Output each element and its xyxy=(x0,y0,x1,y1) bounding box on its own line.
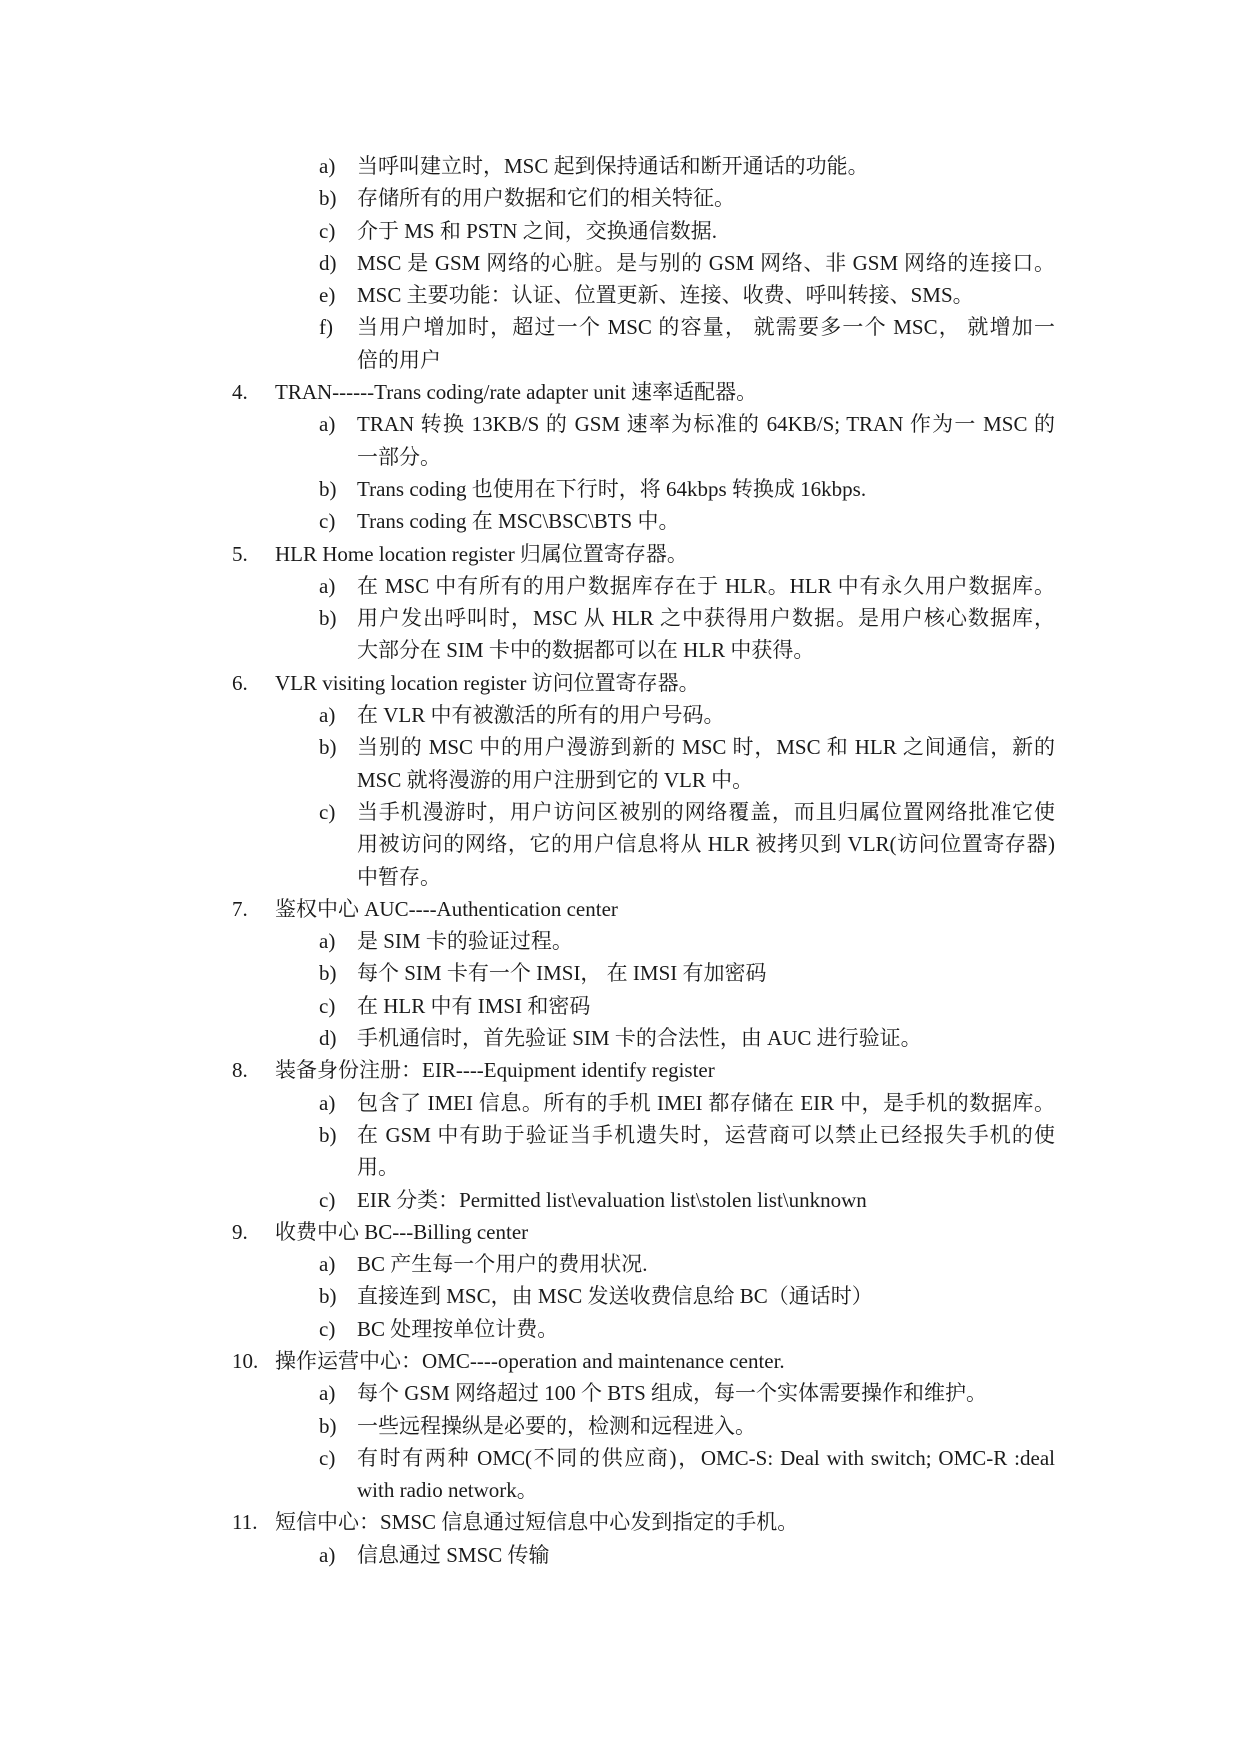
item-label: a) xyxy=(319,1090,336,1115)
item-label: b) xyxy=(319,476,337,501)
item-text: 在 VLR 中有被激活的所有的用户号码。 xyxy=(357,703,725,728)
item-label: e) xyxy=(319,283,336,308)
list-item xyxy=(0,1280,1241,1312)
item-label: a) xyxy=(319,412,336,437)
item-label: b) xyxy=(319,186,337,211)
item-text: 每个 SIM 卡有一个 IMSI， 在 IMSI 有加密码 xyxy=(357,961,767,986)
section-number: 6. xyxy=(232,670,248,695)
item-label: d) xyxy=(319,1026,337,1051)
item-label: c) xyxy=(319,509,336,534)
item-label: b) xyxy=(319,606,337,631)
list-item xyxy=(0,1313,1241,1345)
item-text: 在 MSC 中有所有的用户数据库存在于 HLR。HLR 中有永久用户数据库。 xyxy=(357,573,1055,598)
item-label: b) xyxy=(319,1122,337,1147)
item-label: a) xyxy=(319,154,336,178)
section-heading xyxy=(0,1506,1241,1538)
section-number: 7. xyxy=(232,896,248,921)
item-text: 当手机漫游时，用户访问区被别的网络覆盖，而且归属位置网络批准它使 xyxy=(357,799,1055,824)
section-number: 5. xyxy=(232,541,248,566)
item-text: MSC 主要功能：认证、位置更新、连接、收费、呼叫转接、SMS。 xyxy=(357,283,974,308)
item-text: 用被访问的网络，它的用户信息将从 HLR 被拷贝到 VLR(访问位置寄存器) xyxy=(357,832,1055,857)
list-item xyxy=(0,1184,1241,1216)
list-item-continuation xyxy=(0,441,1241,473)
item-text: 手机通信时，首先验证 SIM 卡的合法性，由 AUC 进行验证。 xyxy=(357,1026,922,1051)
item-text: 在 GSM 中有助于验证当手机遗失时，运营商可以禁止已经报失手机的使 xyxy=(357,1122,1055,1147)
item-text: 中暂存。 xyxy=(357,864,441,889)
list-item xyxy=(0,1119,1241,1151)
item-text: 包含了 IMEI 信息。所有的手机 IMEI 都存储在 EIR 中，是手机的数据库。 xyxy=(357,1090,1055,1115)
section-number: 11. xyxy=(232,1510,258,1535)
item-label: c) xyxy=(319,993,336,1018)
list-item-continuation xyxy=(0,828,1241,860)
item-text: 用户发出呼叫时，MSC 从 HLR 之中获得用户数据。是用户核心数据库， xyxy=(357,606,1055,631)
section-heading xyxy=(0,1345,1241,1377)
item-text: with radio network。 xyxy=(357,1478,538,1503)
list-item xyxy=(0,279,1241,311)
section-title: 收费中心 BC---Billing center xyxy=(275,1219,529,1244)
list-item xyxy=(0,505,1241,537)
section-title: VLR visiting location register 访问位置寄存器。 xyxy=(275,670,700,695)
list-item xyxy=(0,150,1241,182)
item-label: a) xyxy=(319,703,336,728)
item-label: b) xyxy=(319,1413,337,1438)
item-text: EIR 分类：Permitted list\evaluation list\stolen list\unknown xyxy=(357,1187,867,1212)
item-text: 大部分在 SIM 卡中的数据都可以在 HLR 中获得。 xyxy=(357,638,815,663)
item-text: 一些远程操纵是必要的，检测和远程进入。 xyxy=(357,1413,756,1438)
list-item xyxy=(0,990,1241,1022)
item-text: 倍的用户 xyxy=(357,347,441,372)
list-item xyxy=(0,602,1241,634)
item-label: a) xyxy=(319,573,336,598)
item-label: c) xyxy=(319,218,336,243)
item-text: Trans coding 也使用在下行时，将 64kbps 转换成 16kbps. xyxy=(357,476,867,501)
list-item xyxy=(0,311,1241,343)
section-title: 操作运营中心：OMC----operation and maintenance center. xyxy=(275,1348,785,1373)
list-item xyxy=(0,247,1241,279)
list-item-continuation xyxy=(0,634,1241,666)
list-item-continuation xyxy=(0,1474,1241,1506)
item-label: c) xyxy=(319,1187,336,1212)
item-label: a) xyxy=(319,929,336,954)
item-label: c) xyxy=(319,799,336,824)
section-heading xyxy=(0,1054,1241,1086)
list-item xyxy=(0,1410,1241,1442)
list-item xyxy=(0,699,1241,731)
list-item xyxy=(0,1377,1241,1409)
list-item xyxy=(0,1248,1241,1280)
item-text: 介于 MS 和 PSTN 之间，交换通信数据. xyxy=(357,218,717,243)
item-text: BC 产生每一个用户的费用状况. xyxy=(357,1252,648,1277)
item-label: b) xyxy=(319,1284,337,1309)
list-item xyxy=(0,1087,1241,1119)
item-label: a) xyxy=(319,1252,336,1277)
list-item xyxy=(0,473,1241,505)
section-title: 短信中心：SMSC 信息通过短信息中心发到指定的手机。 xyxy=(275,1510,799,1535)
item-text: 存储所有的用户数据和它们的相关特征。 xyxy=(357,186,735,211)
item-text: 当用户增加时，超过一个 MSC 的容量， 就需要多一个 MSC， 就增加一 xyxy=(357,315,1055,340)
section-heading xyxy=(0,376,1241,408)
list-item-continuation xyxy=(0,861,1241,893)
item-text: MSC 是 GSM 网络的心脏。是与别的 GSM 网络、非 GSM 网络的连接口。 xyxy=(357,250,1055,275)
section-heading xyxy=(0,538,1241,570)
section-heading xyxy=(0,893,1241,925)
list-item xyxy=(0,925,1241,957)
list-item xyxy=(0,182,1241,214)
item-text: 有时有两种 OMC(不同的供应商)，OMC-S: Deal with switch; OMC-R :deal xyxy=(357,1445,1055,1470)
list-item xyxy=(0,1442,1241,1474)
list-item-continuation xyxy=(0,344,1241,376)
item-text: 用。 xyxy=(357,1155,399,1180)
item-text: BC 处理按单位计费。 xyxy=(357,1316,559,1341)
section-title: HLR Home location register 归属位置寄存器。 xyxy=(275,541,688,566)
item-label: c) xyxy=(319,1445,336,1470)
item-text: 每个 GSM 网络超过 100 个 BTS 组成，每一个实体需要操作和维护。 xyxy=(357,1381,988,1406)
section-heading xyxy=(0,1216,1241,1248)
item-text: 直接连到 MSC，由 MSC 发送收费信息给 BC（通话时） xyxy=(357,1284,873,1309)
list-item xyxy=(0,1022,1241,1054)
list-item xyxy=(0,408,1241,440)
document-page xyxy=(0,150,1241,1571)
section-number: 10. xyxy=(232,1348,259,1373)
item-text: 当呼叫建立时，MSC 起到保持通话和断开通话的功能。 xyxy=(357,154,869,178)
list-item-continuation xyxy=(0,1151,1241,1183)
item-label: c) xyxy=(319,1316,336,1341)
section-heading xyxy=(0,667,1241,699)
item-text: Trans coding 在 MSC\BSC\BTS 中。 xyxy=(357,509,680,534)
list-item-continuation xyxy=(0,764,1241,796)
item-label: d) xyxy=(319,250,337,275)
list-item xyxy=(0,1539,1241,1571)
list-item xyxy=(0,570,1241,602)
list-item xyxy=(0,796,1241,828)
item-text: 信息通过 SMSC 传输 xyxy=(357,1542,550,1567)
list-item xyxy=(0,957,1241,989)
item-text: 当别的 MSC 中的用户漫游到新的 MSC 时，MSC 和 HLR 之间通信，新的 xyxy=(357,735,1055,760)
section-number: 8. xyxy=(232,1058,248,1083)
section-number: 9. xyxy=(232,1219,248,1244)
section-title: 装备身份注册：EIR----Equipment identify register xyxy=(275,1058,715,1083)
section-title: TRAN------Trans coding/rate adapter unit 速率适配器。 xyxy=(275,380,758,405)
item-label: b) xyxy=(319,735,337,760)
item-text: 一部分。 xyxy=(357,444,441,469)
section-title: 鉴权中心 AUC----Authentication center xyxy=(275,896,618,921)
item-text: 是 SIM 卡的验证过程。 xyxy=(357,929,573,954)
list-item xyxy=(0,215,1241,247)
item-text: 在 HLR 中有 IMSI 和密码 xyxy=(357,993,591,1018)
section-number: 4. xyxy=(232,380,248,405)
list-item xyxy=(0,731,1241,763)
item-label: f) xyxy=(319,315,333,340)
item-text: TRAN 转换 13KB/S 的 GSM 速率为标准的 64KB/S; TRAN 作为一 MSC 的 xyxy=(357,412,1055,437)
item-label: b) xyxy=(319,961,337,986)
item-label: a) xyxy=(319,1542,336,1567)
item-label: a) xyxy=(319,1381,336,1406)
item-text: MSC 就将漫游的用户注册到它的 VLR 中。 xyxy=(357,767,754,792)
